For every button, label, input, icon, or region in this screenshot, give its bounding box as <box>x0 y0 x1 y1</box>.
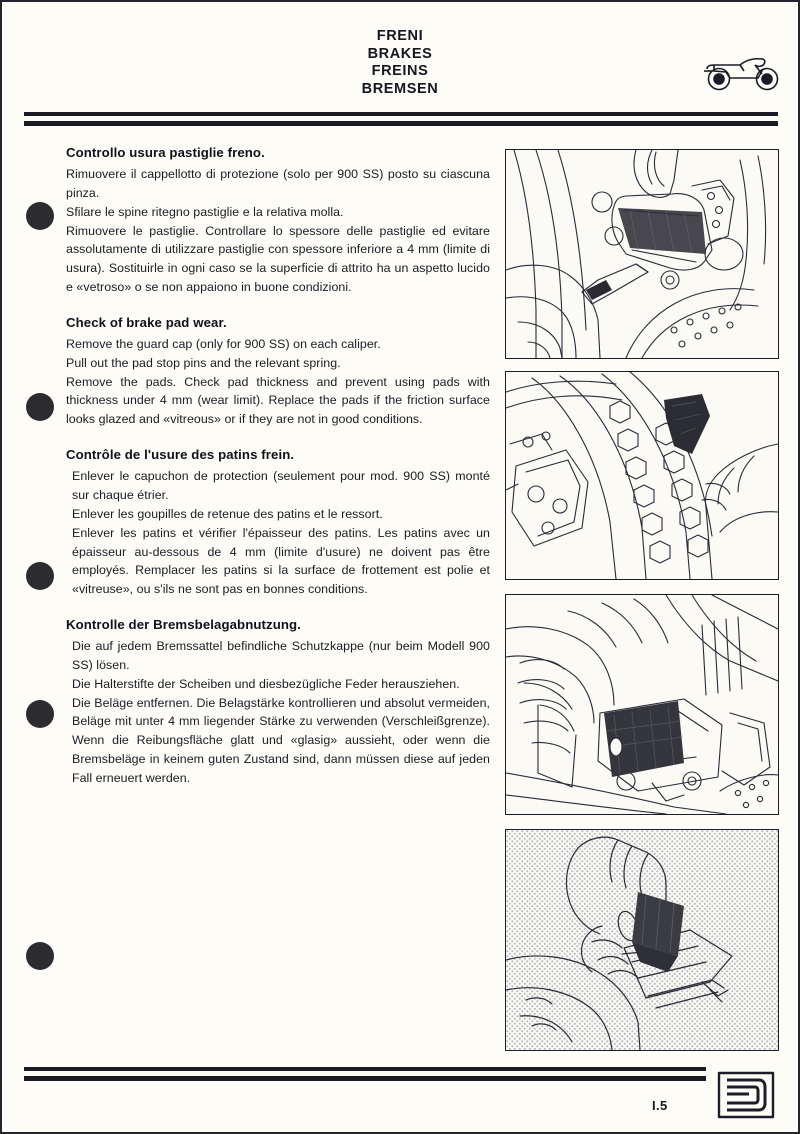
section-heading-german: Kontrolle der Bremsbelagabnutzung. <box>66 617 301 633</box>
section-heading-english: Check of brake pad wear. <box>66 314 227 330</box>
page-header-titles <box>2 28 798 99</box>
section-paragraph: Die auf jedem Bremssattel befindliche Schutzkappe (nur beim Modell 900 SS) lösen. <box>72 639 490 672</box>
section-paragraph: Die Halterstifte der Scheiben und diesbezügliche Feder herausziehen. <box>72 676 460 691</box>
section-italian <box>66 145 490 297</box>
section-paragraph: Enlever les patins et vérifier l'épaisseur des patins. Les patins avec un épaisseur au-dessous de 4 mm (limite d'usure) ne doivent pas être employés. Remplacer les patins si la surface de frottement est polie et «vitreuse», ou s'ils ne sont pas en bonnes conditions. <box>72 525 490 597</box>
binder-punch-hole <box>26 393 54 421</box>
section-heading-italian: Controllo usura pastiglie freno. <box>66 145 265 160</box>
section-paragraph: Die Beläge entfernen. Die Belagstärke kontrollieren und absolut vermeiden, Beläge mit unter 4 mm liegender Stärke zu verwenden (Verschleißgrenze). Wenn die Reibungsfläche glatt und «glasig» aussieht, oder wenn die Bremsbeläge in keinem guten Zustand sind, dann müssen diese auf jeden Fall erneuert werden. <box>72 695 490 785</box>
section-english <box>66 315 490 429</box>
binder-punch-hole <box>26 942 54 970</box>
page-number: I.5 <box>652 1098 668 1113</box>
section-paragraph: Sfilare le spine ritegno pastiglie e la relativa molla. <box>66 204 344 219</box>
section-paragraph: Remove the guard cap (only for 900 SS) on each caliper. <box>66 336 381 351</box>
binder-punch-hole <box>26 562 54 590</box>
section-paragraph: Enlever les goupilles de retenue des patins et le ressort. <box>72 506 383 521</box>
header-rule-lower <box>24 121 778 126</box>
instructions-text-column <box>66 145 490 806</box>
binder-punch-hole <box>26 700 54 728</box>
figure-3 <box>505 594 779 815</box>
footer-rule-lower <box>24 1076 706 1081</box>
motorcycle-icon <box>700 47 786 93</box>
figure-4 <box>505 829 779 1051</box>
section-paragraph: Enlever le capuchon de protection (seulement pour mod. 900 SS) monté sur chaque étrier. <box>72 469 490 502</box>
section-german <box>66 617 490 788</box>
section-paragraph: Remove the pads. Check pad thickness and prevent using pads with thickness under 4 mm (wear limit). Replace the pads if the friction surface looks glazed and «vitreous» or if they are not in good conditions. <box>66 374 490 427</box>
figure-1 <box>505 149 779 359</box>
figure-2 <box>505 371 779 580</box>
header-title-italian: FRENI <box>376 28 424 44</box>
section-paragraph: Rimuovere le pastiglie. Controllare lo spessore delle pastiglie ed evitare assolutamente di utilizzare pastiglie con spessore inferiore a 4 mm (limite di usura). Sostituirle in ogni caso se la superficie di attrito ha un aspetto lucido e «vetroso» o se non appaiono in buone condizioni. <box>66 223 490 295</box>
section-paragraph: Rimuovere il cappellotto di protezione (solo per 900 SS) posto su ciascuna pinza. <box>66 167 490 200</box>
section-paragraph: Pull out the pad stop pins and the relevant spring. <box>66 355 341 370</box>
section-heading-french: Contrôle de l'usure des patins frein. <box>66 447 295 463</box>
header-title-french: FREINS <box>371 63 429 80</box>
ducati-d-logo-icon <box>715 1070 777 1120</box>
footer-rule-upper <box>24 1067 706 1071</box>
header-rule-upper <box>24 112 778 116</box>
header-title-german: BREMSEN <box>361 81 439 98</box>
header-title-english: BRAKES <box>367 45 433 62</box>
binder-punch-hole <box>26 202 54 230</box>
section-french <box>66 447 490 599</box>
